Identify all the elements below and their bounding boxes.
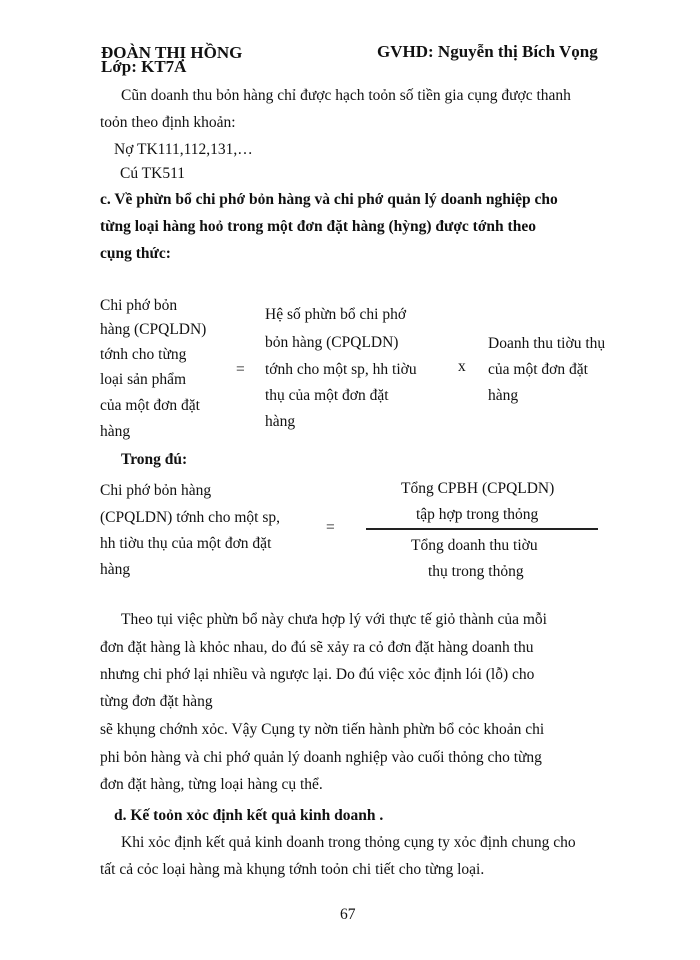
paragraph-line: phi bỏn hàng và chi phớ quản lý doanh nghiệp vào cuối thỏng cho từng: [100, 749, 542, 766]
supervisor-label: GVHD: Nguyễn thị Bích Vọng: [377, 42, 598, 61]
paragraph-line: Cũn doanh thu bỏn hàng chỉ được hạch toỏn số tiền gia cụng được thanh: [121, 87, 571, 104]
formula1-left-line: Chi phớ bỏn: [100, 297, 178, 314]
formula1-left-line: của một đơn đặt: [100, 397, 200, 414]
paragraph-line: đơn đặt hàng, từng loại hàng cụ thể.: [100, 776, 323, 793]
paragraph-line: nhưng chi phớ lại nhiều và ngược lại. Do đú việc xỏc định lói (lỗ) cho: [100, 666, 535, 683]
class-label: Lớp: KT7A: [101, 57, 187, 76]
formula2-denominator-line: Tổng doanh thu tiờu: [411, 537, 538, 554]
formula2-numerator-line: Tổng CPBH (CPQLDN): [401, 480, 555, 497]
fraction-bar: [366, 528, 598, 530]
formula1-middle-line: Hệ số phừn bổ chi phớ: [265, 306, 407, 323]
paragraph-line: từng đơn đặt hàng: [100, 693, 213, 710]
section-c-heading-line3: cụng thức:: [100, 245, 171, 262]
section-d-heading: d. Kế toỏn xỏc định kết quả kinh doanh .: [114, 807, 384, 824]
formula1-middle-line: tớnh cho một sp, hh tiờu: [265, 361, 417, 378]
paragraph-line: Khi xỏc định kết quả kinh doanh trong thỏng cụng ty xỏc định chung cho: [121, 834, 576, 851]
paragraph-line: Theo tụi việc phừn bổ này chưa hợp lý với thực tế giỏ thành của mỗi: [121, 611, 547, 628]
formula2-left-line: Chi phớ bỏn hàng: [100, 482, 212, 499]
paragraph-line: toỏn theo định khoản:: [100, 114, 236, 131]
paragraph-line: sẽ khụng chớnh xỏc. Vậy Cụng ty nờn tiến hành phừn bổ cỏc khoản chi: [100, 721, 545, 738]
formula2-equals: =: [326, 519, 335, 536]
formula1-right-line: của một đơn đặt: [488, 361, 588, 378]
formula1-left-line: hàng: [100, 423, 131, 440]
formula1-middle-line: thụ của một đơn đặt: [265, 387, 389, 404]
formula1-right-line: Doanh thu tiờu thụ: [488, 335, 606, 352]
formula1-right-line: hàng: [488, 387, 519, 404]
formula1-middle-line: hàng: [265, 413, 296, 430]
formula2-denominator-line: thụ trong thỏng: [428, 563, 524, 580]
formula1-left-line: loại sản phẩm: [100, 371, 187, 388]
section-c-heading: c. Về phừn bổ chi phớ bỏn hàng và chi phớ quản lý doanh nghiệp cho: [100, 191, 558, 208]
page-number: 67: [340, 906, 356, 923]
formula1-left-line: hàng (CPQLDN): [100, 321, 207, 338]
formula1-left-line: tớnh cho từng: [100, 346, 187, 363]
paragraph-line: đơn đặt hàng là khỏc nhau, do đú sẽ xảy ra cỏ đơn đặt hàng doanh thu: [100, 639, 534, 656]
paragraph-line: tất cả cỏc loại hàng mà khụng tớnh toỏn chi tiết cho từng loại.: [100, 861, 485, 878]
accounting-entry-debit: Nợ TK111,112,131,…: [114, 141, 253, 158]
formula1-middle-line: bỏn hàng (CPQLDN): [265, 334, 399, 351]
where-label: Trong đú:: [121, 451, 188, 468]
formula1-times: x: [458, 358, 466, 375]
formula2-left-line: hh tiờu thụ của một đơn đặt: [100, 535, 272, 552]
author-name: ĐOÀN THỊ HỒNG: [101, 43, 243, 62]
section-c-heading-line2: từng loại hàng hoỏ trong một đơn đặt hàng (hỳng) được tớnh theo: [100, 218, 536, 235]
formula2-left-line: hàng: [100, 561, 131, 578]
formula2-numerator-line: tập hợp trong thỏng: [416, 506, 539, 523]
accounting-entry-credit: Cú TK511: [120, 165, 186, 182]
formula1-equals: =: [236, 361, 245, 378]
formula2-left-line: (CPQLDN) tớnh cho một sp,: [100, 509, 280, 526]
